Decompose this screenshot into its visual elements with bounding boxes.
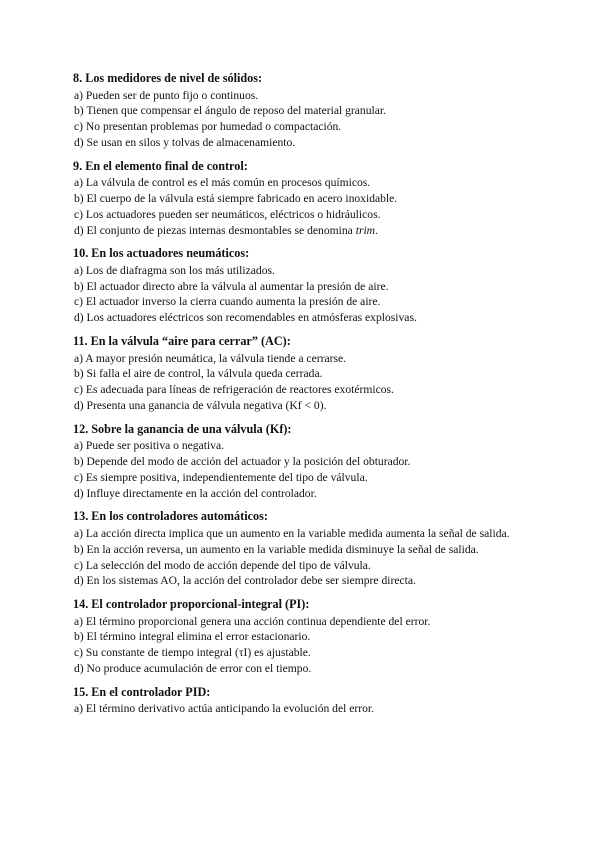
option-d: d) En los sistemas AO, la acción del controlador debe ser siempre directa. (74, 574, 416, 588)
option-d: d) Los actuadores eléctricos son recomendables en atmósferas explosivas. (74, 311, 417, 325)
option-d-end: . (375, 223, 378, 237)
option-c: c) Los actuadores pueden ser neumáticos, eléctricos o hidráulicos. (74, 207, 381, 221)
option-c: c) La selección del modo de acción depende del tipo de válvula. (74, 558, 371, 572)
option-b: b) Tienen que compensar el ángulo de reposo del material granular. (74, 104, 386, 118)
option-d: d) Presenta una ganancia de válvula negativa (Kf < 0). (74, 398, 327, 412)
option-a: a) Pueden ser de punto fijo o continuos. (74, 88, 259, 102)
question-title: 9. En el elemento final de control: (73, 158, 248, 173)
option-c: c) El actuador inverso la cierra cuando aumenta la presión de aire. (74, 295, 381, 309)
question-title: 12. Sobre la ganancia de una válvula (Kf): (73, 421, 292, 436)
option-b: b) El cuerpo de la válvula está siempre fabricado en acero inoxidable. (74, 191, 398, 205)
question-title: 10. En los actuadores neumáticos: (73, 246, 250, 261)
option-d: d) No produce acumulación de error con el tiempo. (74, 662, 312, 676)
option-d (73, 223, 543, 239)
option-c: c) No presentan problemas por humedad o compactación. (74, 120, 342, 134)
option-a: a) El término derivativo actúa anticipando la evolución del error. (74, 702, 375, 716)
question-12 (73, 422, 543, 502)
option-b: b) En la acción reversa, un aumento en la variable medida disminuye la señal de salida. (74, 542, 479, 556)
question-title: 8. Los medidores de nivel de sólidos: (73, 71, 263, 85)
option-a: a) A mayor presión neumática, la válvula tiende a cerrarse. (74, 351, 347, 365)
option-d-text: d) El conjunto de piezas internas desmontables se denomina (74, 223, 356, 237)
option-c: c) Es siempre positiva, independientemente del tipo de válvula. (74, 470, 368, 484)
question-title: 14. El controlador proporcional-integral (PI): (73, 597, 310, 612)
question-list (73, 71, 543, 725)
option-b: b) Depende del modo de acción del actuador y la posición del obturador. (74, 455, 411, 469)
question-9 (73, 159, 543, 239)
option-a: a) Puede ser positiva o negativa. (74, 439, 225, 453)
option-d: d) Influye directamente en la acción del controlador. (74, 486, 317, 500)
option-a: a) Los de diafragma son los más utilizados. (74, 263, 275, 277)
option-a: a) La acción directa implica que un aumento en la variable medida aumenta la señal de salida. (74, 526, 510, 540)
question-10 (73, 246, 543, 326)
option-b: b) El término integral elimina el error estacionario. (74, 630, 311, 644)
question-title: 13. En los controladores automáticos: (73, 509, 268, 524)
question-title: 11. En la válvula “aire para cerrar” (AC): (73, 334, 291, 349)
question-14 (73, 597, 543, 677)
question-13 (73, 509, 543, 589)
question-11 (73, 334, 543, 414)
option-c: c) Su constante de tiempo integral (τI) es ajustable. (74, 646, 311, 660)
option-b: b) El actuador directo abre la válvula al aumentar la presión de aire. (74, 279, 389, 293)
question-15 (73, 685, 543, 717)
question-8 (73, 71, 543, 151)
option-b: b) Si falla el aire de control, la válvula queda cerrada. (74, 367, 323, 381)
option-c: c) Es adecuada para líneas de refrigeración de reactores exotérmicos. (74, 383, 394, 397)
option-d: d) Se usan en silos y tolvas de almacenamiento. (74, 135, 296, 149)
trim-term: trim (355, 223, 376, 237)
option-a: a) El término proporcional genera una acción continua dependiente del error. (74, 614, 431, 628)
question-title: 15. En el controlador PID: (73, 684, 211, 699)
option-a: a) La válvula de control es el más común en procesos químicos. (74, 176, 371, 190)
